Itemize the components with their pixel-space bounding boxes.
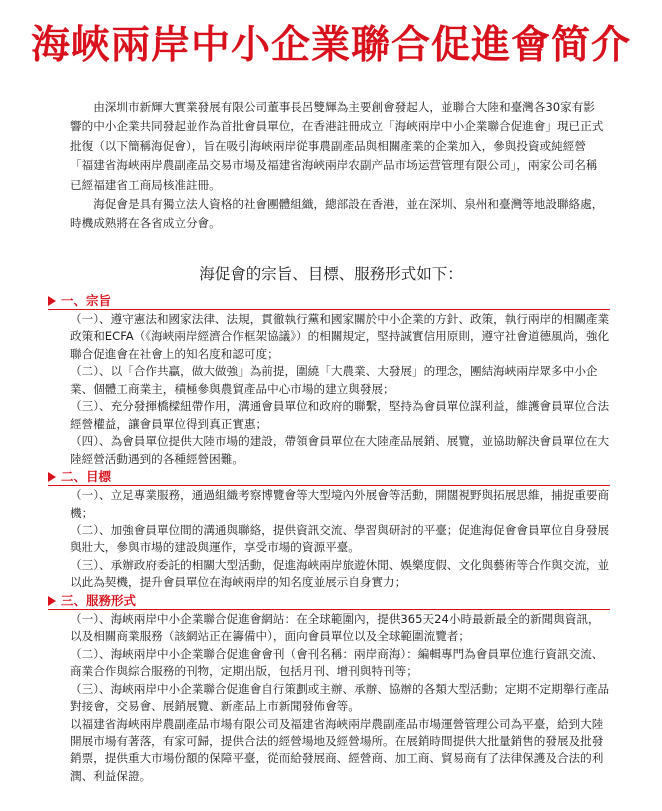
list-item: （二）、加強會員單位間的溝通與聯絡，提供資訊交流、學習與研討的平臺；促進海促會會員單位自身發展與壯大，參與市場的建設與運作，享受市場的資源平臺。 bbox=[70, 522, 610, 555]
section-heading bbox=[48, 292, 610, 310]
list-item: （三）、承辦政府委託的相關大型活動，促進海峽兩岸旅遊休閒、娛樂度假、文化與藝術等合作與交流，並以此為契機，提升會員單位在海峽兩岸的知名度並展示自身實力； bbox=[70, 557, 610, 590]
intro-section bbox=[70, 98, 606, 234]
list-item: （一）、海峽兩岸中小企業聯合促進會網站：在全球範圍內，提供365天24小時最新最全的新聞與資訊，以及相關商業服務（該網站正在籌備中），面向會員單位以及全球範圍流覽者； bbox=[70, 611, 600, 644]
list-item: （一）、遵守憲法和國家法律、法規，貫徹執行黨和國家關於中小企業的方針、政策，執行兩岸的相關產業政策和ECFA（《海峽兩岸經濟合作框架協議》）的相關規定，堅持誠實信用原則，遵守社會道德風尚，強化聯合促進會在社會上的知名度和認可度； bbox=[70, 312, 610, 361]
list-item: （一）、立足專業服務，通過組織考察博覽會等大型境內外展會等活動，開闊視野與拓展思維，捕捉重要商機； bbox=[70, 488, 610, 520]
section-heading bbox=[48, 468, 610, 486]
section-services bbox=[48, 592, 610, 786]
section-heading bbox=[48, 592, 610, 610]
section-purpose bbox=[48, 292, 610, 468]
intro-paragraph: 由深圳市新輝大實業發展有限公司董事長呂雙輝為主要創會發起人，並聯合大陸和臺灣各30家有影響的中小企業共同發起並作為首批會員單位，在香港註冊成立「海峽兩岸中小企業聯合促進會」現已正式批復（以下簡稱海促會），旨在吸引海峽兩岸從事農副產品與相關產業的企業加入，參與投資或純經營「福建省海峽兩岸農副產品交易市場及福建省海峽兩岸农副产品市场运营管理有限公司」，兩家公司名稱已經福建省工商局核准註冊。 bbox=[70, 100, 604, 192]
list-item: （三）、充分發揮橋樑紐帶作用，溝通會員單位和政府的聯繫，堅持為會員單位謀利益，維護會員單位合法經營權益，讓會員單位得到真正實惠； bbox=[70, 399, 610, 431]
intro-paragraph: 海促會是具有獨立法人資格的社會團體組織，總部設在香港，並在深圳、泉州和臺灣等地設聯絡處，時機成熟將在各省成立分會。 bbox=[70, 197, 604, 231]
list-item: （二）、以「合作共贏，做大做強」為前提，圍繞「大農業、大發展」的理念，團結海峽兩岸眾多中小企業、個體工商業主，積極參與農貿產品中心市場的建立與發展； bbox=[70, 364, 598, 396]
triangle-arrow-icon bbox=[48, 472, 56, 482]
list-item: （三）、海峽兩岸中小企業聯合促進會自行策劃或主辦、承辦、協辦的各類大型活動；定期不定期舉行產品對接會，交易會、展銷展覽、新產品上市新聞發佈會等。 bbox=[70, 681, 610, 714]
list-item: （四）、為會員單位提供大陸市場的建設，帶領會員單位在大陸產品展銷、展覽，並協助解決會員單位在大陸經營活動遇到的各種經營困難。 bbox=[70, 434, 610, 466]
triangle-arrow-icon bbox=[48, 296, 56, 306]
list-item: （二）、海峽兩岸中小企業聯合促進會會刊（會刊名稱：兩岸商海）：編輯專門為會員單位進行資訊交流、商業合作與綜合服務的刊物，定期出版，包括月刊、增刊與特刊等； bbox=[70, 646, 604, 679]
section-goals bbox=[48, 468, 610, 592]
sections bbox=[48, 292, 610, 785]
section-heading-text: 三、服務形式 bbox=[61, 592, 137, 608]
page-title: 海峽兩岸中小企業聯合促進會简介 bbox=[30, 23, 631, 68]
triangle-arrow-icon bbox=[48, 596, 56, 606]
section-heading-text: 一、宗旨 bbox=[61, 293, 112, 308]
section-heading-text: 二、目標 bbox=[61, 469, 112, 485]
list-item: 以福建省海峽兩岸農副產品市場有限公司及福建省海峽兩岸農副產品市場運營管理公司為平臺，給到大陸開展市場有著落，有家可歸，提供合法的經營場地及經營場所。在展銷時間提供大批量銷售的發展及批發銷票，提供重大市場份額的保障平臺，從而給發展商、經營商、加工商、貿易商有了法律保護及合法的利潤、利益保證。 bbox=[70, 716, 604, 783]
subtitle: 海促會的宗旨、目標、服務形式如下： bbox=[199, 265, 463, 283]
